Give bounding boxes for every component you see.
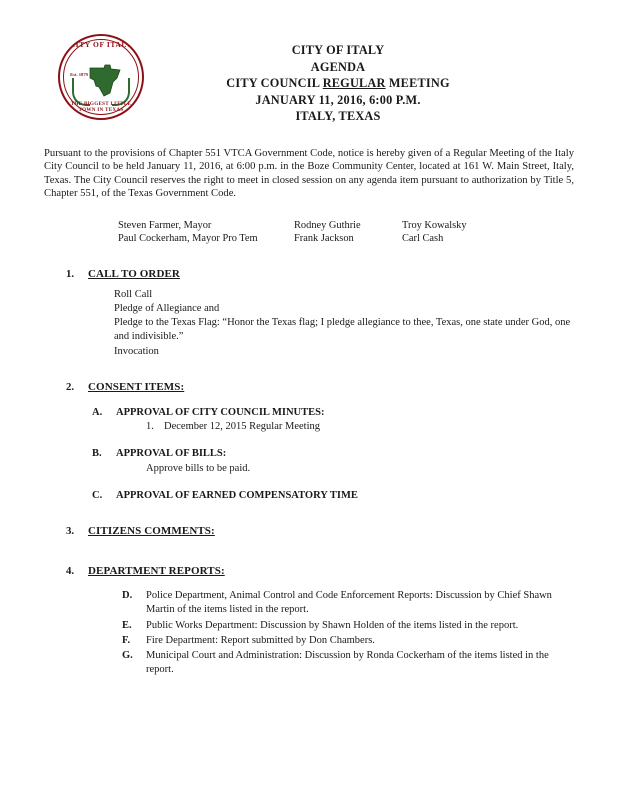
title-location: ITALY, TEXAS <box>295 109 381 123</box>
subitem-detail <box>116 420 574 434</box>
title-agenda: AGENDA <box>310 59 366 74</box>
section-body <box>88 288 574 359</box>
subitem-detail-number: 1. <box>146 421 154 433</box>
agenda-section-consent-items <box>44 381 574 503</box>
section-heading: CITIZENS COMMENTS: <box>88 524 215 537</box>
title-meeting-underlined: REGULAR <box>322 76 386 90</box>
officials-row <box>118 232 574 246</box>
title-city: CITY OF ITALY <box>291 43 385 57</box>
spacer <box>44 537 574 543</box>
report-text: Municipal Court and Administration: Discussion by Ronda Cockerham of the items listed in the report. <box>146 650 549 676</box>
section-heading: DEPARTMENT REPORTS: <box>88 564 225 577</box>
agenda-section-call-to-order <box>44 268 574 359</box>
official-name: Troy Kowalsky <box>402 219 467 231</box>
notice-paragraph: Pursuant to the provisions of Chapter 551 VTCA Government Code, notice is hereby given of a Regular Meeting of the Italy City Council to be held January 11, 2016, at 6:00 p.m. in the Boze Community Center, located at 161 W. Main Street, Italy, Texas. The City Council reserves the right to meet in closed session on any agenda item pursuant to authorization by Title 5, Chapter 551, of the Texas Government Code. <box>44 147 574 200</box>
city-seal-icon <box>58 34 144 120</box>
subitem-letter: B. <box>92 448 102 460</box>
section-number: 1. <box>66 267 75 280</box>
section-number: 2. <box>66 380 75 393</box>
section-number: 4. <box>66 564 75 577</box>
official-name: Frank Jackson <box>294 233 354 245</box>
officials-row <box>118 219 574 233</box>
official-name: Carl Cash <box>402 233 444 245</box>
title-meeting <box>102 75 574 92</box>
invocation-line: Invocation <box>114 345 159 357</box>
title-meeting-post: MEETING <box>385 76 450 90</box>
title-datetime: JANUARY 11, 2016, 6:00 P.M. <box>255 92 421 107</box>
report-item-public-works <box>120 619 574 633</box>
consent-item-minutes <box>88 406 574 434</box>
report-text: Fire Department: Report submitted by Don Chambers. <box>146 634 375 646</box>
consent-item-compensatory-time <box>88 489 574 503</box>
subitem-detail-text: December 12, 2015 Regular Meeting <box>164 421 320 433</box>
consent-item-bills <box>88 447 574 475</box>
agenda-section-citizens-comments <box>44 525 574 537</box>
title-meeting-pre: CITY COUNCIL <box>226 76 323 90</box>
report-item-police <box>120 589 574 618</box>
seal-established-text: Est. 1879 <box>70 72 88 77</box>
department-reports-list <box>88 589 574 678</box>
report-letter: D. <box>122 589 133 601</box>
report-text: Public Works Department: Discussion by Shawn Holden of the items listed in the report. <box>146 619 519 631</box>
document-header <box>44 28 574 125</box>
section-number: 3. <box>66 524 75 537</box>
official-name: Steven Farmer, Mayor <box>118 219 212 231</box>
report-text: Police Department, Animal Control and Code Enforcement Reports: Discussion by Chief Shawn Martin of the items listed in the report. <box>146 589 552 616</box>
subitem-label: APPROVAL OF CITY COUNCIL MINUTES: <box>116 406 325 418</box>
report-letter: G. <box>122 650 133 662</box>
agenda-section-department-reports <box>44 565 574 678</box>
report-letter: F. <box>122 634 131 646</box>
report-item-fire <box>120 634 574 648</box>
official-name: Rodney Guthrie <box>294 219 361 231</box>
subitem-letter: C. <box>92 489 103 501</box>
section-heading: CALL TO ORDER <box>88 267 180 280</box>
subitem-label: APPROVAL OF EARNED COMPENSATORY TIME <box>116 489 358 501</box>
roll-call-line: Roll Call <box>114 288 153 300</box>
seal-arc-bottom-text: THE BIGGEST LITTLE TOWN IN TEXAS <box>70 101 132 113</box>
official-name: Paul Cockerham, Mayor Pro Tem <box>118 233 258 245</box>
subitem-letter: A. <box>92 406 103 418</box>
officials-list <box>44 219 574 246</box>
pledge-allegiance-line: Pledge of Allegiance and <box>114 303 220 315</box>
subitem-label: APPROVAL OF BILLS: <box>116 448 227 460</box>
report-letter: E. <box>122 619 132 631</box>
subitem-detail-text: Approve bills to be paid. <box>146 462 251 474</box>
section-heading: CONSENT ITEMS: <box>88 380 185 393</box>
seal-arc-top-text: CITY OF ITALY <box>69 40 133 49</box>
report-item-municipal-court <box>120 649 574 678</box>
pledge-texas-flag-line: Pledge to the Texas Flag: “Honor the Texas flag; I pledge allegiance to thee, Texas, one state under God, one and indivisible.” <box>114 317 571 343</box>
